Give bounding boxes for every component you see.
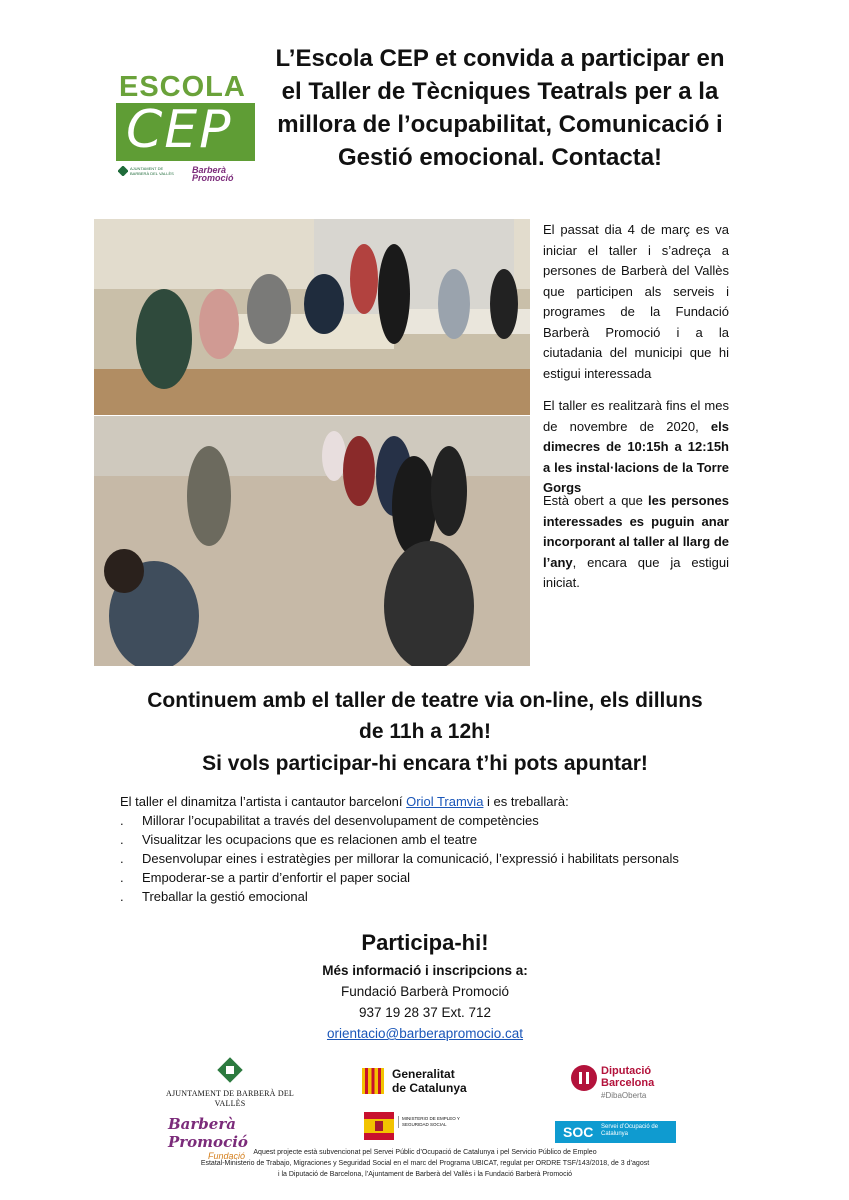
more-info-label: Més informació i inscripcions a:: [322, 963, 528, 978]
ministerio-logo: MINISTERIO DE EMPLEO Y SEGURIDAD SOCIAL: [364, 1112, 474, 1142]
diputacio-circle-icon: [571, 1065, 597, 1091]
organization-name: Fundació Barberà Promoció: [340, 984, 510, 999]
diputacio-logo: Diputació Barcelona #DibaOberta: [571, 1064, 681, 1104]
list-item: . Visualitzar les ocupacions que es relacionen amb el teatre: [120, 830, 730, 849]
side-paragraph-1: El passat dia 4 de març es va iniciar el taller i s’adreça a persones de Barberà del Vallès que participen als serveis i programes de la Fundació Barberà Promoció i a la ciutadania del municipi que hi estigui interessada: [543, 222, 729, 381]
objectives-list: [120, 811, 730, 906]
page-title: L’Escola CEP et convida a participar en el Taller de Tècniques Teatrals per a la millora de l’ocupabilitat, Comunicació i Gestió emocional. Contacta!: [275, 45, 725, 171]
online-heading-line3: Si vols participar-hi encara t’hi pots apuntar!: [202, 752, 648, 775]
spain-coat-of-arms-icon: [364, 1112, 394, 1140]
email-link[interactable]: orientacio@barberapromocio.cat: [326, 1026, 524, 1041]
ajuntament-crest-icon: [216, 1056, 244, 1084]
ajuntament-name: AJUNTAMENT DE BARBERÀ DEL VALLÈS: [166, 1089, 294, 1108]
logo-cep-box: [116, 100, 255, 161]
online-heading-line1: Continuem amb el taller de teatre via on-line, els dilluns: [147, 689, 703, 712]
phone-number: 937 19 28 37 Ext. 712: [358, 1005, 492, 1020]
logo-cep-text: CEP: [126, 100, 233, 160]
generalitat-logo: Generalitat de Catalunya: [362, 1066, 482, 1098]
logo-escola-text: ESCOLA: [119, 71, 246, 103]
barbera-promocio-logo: Barberà Promoció Fundació: [168, 1115, 248, 1161]
list-item: . Millorar l’ocupabilitat a través del desenvolupament de competències: [120, 811, 730, 830]
list-item: . Empoderar-se a partir d’enfortir el paper social: [120, 868, 730, 887]
list-item: . Desenvolupar eines i estratègies per millorar la comunicació, l’expressió i habilitats personals: [120, 849, 730, 868]
participate-heading: Participa-hi!: [361, 930, 489, 955]
ajuntament-logo: [160, 1056, 300, 1108]
list-item: . Treballar la gestió emocional: [120, 887, 730, 906]
online-heading-line2: de 11h a 12h!: [359, 720, 491, 743]
funding-disclaimer: Aquest projecte està subvencionat pel Servei Públic d’Ocupació de Catalunya i pel Servicio Público de Empleo Estatal-Ministerio de Trabajo, Migraciones y Seguridad Social en el marc del Programa UBICAT, regulat per ORDRE TSF/143/2018, de 3 d’agost i la Diputació de Barcelona, l’Ajuntament de Barberà del Vallès i la Fundació Barberà Promoció: [200, 1149, 650, 1178]
workshop-photo-1: [94, 219, 530, 415]
generalitat-flag-icon: [362, 1068, 384, 1094]
escola-cep-logo: ESCOLA CEP AJUNTAMENT DE BARBERÀ DEL VALLÈS Barberà Promoció: [116, 72, 256, 184]
soc-logo: SOC Servei d’Ocupació de Catalunya: [555, 1121, 676, 1143]
side-paragraph-3: Està obert a que les persones interessades es puguin anar incorporant al taller al llarg de l’any, encara que ja estigui iniciat.: [543, 493, 729, 590]
side-paragraph-2: El taller es realitzarà fins el mes de novembre de 2020, els dimecres de 10:15h a 12:15h a les instal·lacions de la Torre Gorgs: [543, 398, 729, 495]
contact-email-row: [100, 1023, 750, 1044]
intro-paragraph: El taller el dinamitza l’artista i cantautor barceloní Oriol Tramvia i es treballarà:: [120, 794, 569, 809]
workshop-photo-2: [94, 416, 530, 666]
logo-barbera-mini: Barberà Promoció: [192, 165, 234, 183]
ajuntament-mini-icon: [118, 166, 128, 176]
artist-link[interactable]: Oriol Tramvia: [406, 794, 484, 809]
